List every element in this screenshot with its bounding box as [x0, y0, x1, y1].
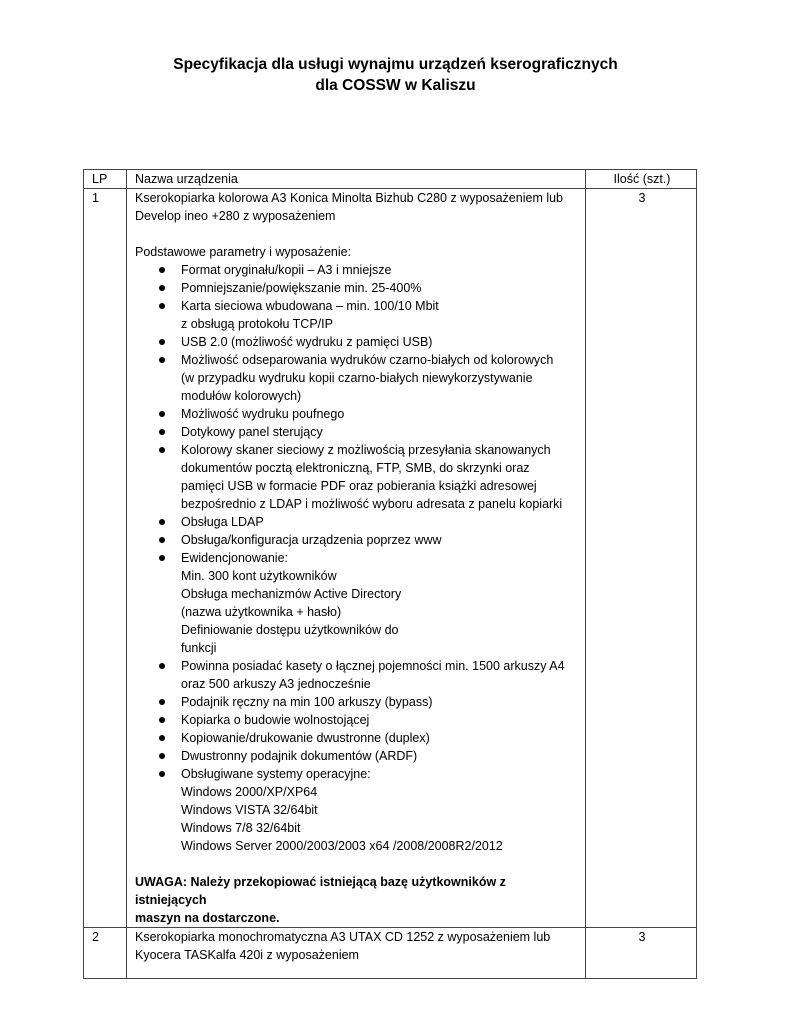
list-item-text: (w przypadku wydruku kopii czarno-białych niewykorzystywanie — [181, 371, 533, 385]
row-description — [127, 189, 586, 928]
list-item — [135, 279, 579, 297]
parameters-list — [135, 261, 579, 855]
list-item-text: Karta sieciowa wbudowana – min. 100/10 Mbit — [181, 299, 439, 313]
list-item-text: bezpośrednio z LDAP i możliwość wyboru adresata z panelu kopiarki — [181, 497, 563, 511]
list-item-text: Windows 7/8 32/64bit — [181, 821, 301, 835]
list-item — [135, 441, 579, 513]
list-item — [135, 711, 579, 729]
device-name-line: Kyocera TASKalfa 420i z wyposażeniem — [135, 948, 359, 962]
bullet-icon — [159, 357, 165, 363]
list-item-text: Kopiarka o budowie wolnostojącej — [181, 713, 370, 727]
bullet-icon — [159, 735, 165, 741]
bullet-icon — [159, 429, 165, 435]
list-item-text: Min. 300 kont użytkowników — [181, 569, 337, 583]
bullet-icon — [159, 447, 165, 453]
list-item-text: Obsługiwane systemy operacyjne: — [181, 767, 371, 781]
list-item-text: Powinna posiadać kasety o łącznej pojemności min. 1500 arkuszy A4 — [181, 659, 565, 673]
list-item — [135, 261, 579, 279]
list-item-text: Dwustronny podajnik dokumentów (ARDF) — [181, 749, 418, 763]
row-description — [127, 928, 586, 979]
list-item — [135, 333, 579, 351]
list-item — [135, 549, 579, 657]
list-item-text: Ewidencjonowanie: — [181, 551, 289, 565]
list-item-text: Kopiowanie/drukowanie dwustronne (duplex) — [181, 731, 430, 745]
list-item-text: Windows Server 2000/2003/2003 x64 /2008/2008R2/2012 — [181, 839, 503, 853]
list-item — [135, 513, 579, 531]
list-item-text: Windows 2000/XP/XP64 — [181, 785, 318, 799]
params-label: Podstawowe parametry i wyposażenie: — [135, 245, 352, 259]
list-item-text: Możliwość wydruku poufnego — [181, 407, 345, 421]
header-lp: LP — [84, 170, 127, 189]
list-item-text: oraz 500 arkuszy A3 jednocześnie — [181, 677, 371, 691]
device-name-line: Kserokopiarka kolorowa A3 Konica Minolta Bizhub C280 z wyposażeniem lub — [135, 191, 564, 205]
list-item-text: (nazwa użytkownika + hasło) — [181, 605, 342, 619]
note-line: maszyn na dostarczone. — [135, 911, 280, 925]
device-name-line: Develop ineo +280 z wyposażeniem — [135, 209, 336, 223]
list-item-text: Pomniejszanie/powiększanie min. 25-400% — [181, 281, 422, 295]
list-item-text: dokumentów pocztą elektroniczną, FTP, SMB, do skrzynki oraz — [181, 461, 530, 475]
document-title — [0, 54, 791, 96]
table-row — [84, 928, 697, 979]
list-item-text: Format oryginału/kopii – A3 i mniejsze — [181, 263, 392, 277]
list-item — [135, 351, 579, 405]
list-item-text: Obsługa/konfiguracja urządzenia poprzez www — [181, 533, 442, 547]
bullet-icon — [159, 519, 165, 525]
list-item-text: Kolorowy skaner sieciowy z możliwością przesyłania skanowanych — [181, 443, 551, 457]
header-name: Nazwa urządzenia — [127, 170, 586, 189]
list-item-text: Obsługa LDAP — [181, 515, 264, 529]
table-row — [84, 189, 697, 928]
list-item — [135, 657, 579, 693]
device-name-line: Kserokopiarka monochromatyczna A3 UTAX CD 1252 z wyposażeniem lub — [135, 930, 551, 944]
note-line: UWAGA: Należy przekopiować istniejącą bazę użytkowników z istniejących — [135, 875, 506, 907]
bullet-icon — [159, 555, 165, 561]
bullet-icon — [159, 411, 165, 417]
list-item-text: modułów kolorowych) — [181, 389, 302, 403]
list-item — [135, 297, 579, 333]
bullet-icon — [159, 303, 165, 309]
list-item-text: Możliwość odseparowania wydruków czarno-białych od kolorowych — [181, 353, 554, 367]
list-item — [135, 729, 579, 747]
bullet-icon — [159, 339, 165, 345]
list-item-text: Dotykowy panel sterujący — [181, 425, 323, 439]
bullet-icon — [159, 285, 165, 291]
list-item-text: Windows VISTA 32/64bit — [181, 803, 318, 817]
bullet-icon — [159, 753, 165, 759]
title-line-1: Specyfikacja dla usługi wynajmu urządzeń kserograficznych — [173, 56, 618, 73]
header-qty: Ilość (szt.) — [586, 170, 697, 189]
row-qty: 3 — [586, 189, 697, 928]
list-item — [135, 531, 579, 549]
list-item-text: pamięci USB w formacie PDF oraz pobierania książki adresowej — [181, 479, 537, 493]
list-item-text: z obsługą protokołu TCP/IP — [181, 317, 333, 331]
list-item-text: Definiowanie dostępu użytkowników do — [181, 623, 399, 637]
list-item — [135, 765, 579, 855]
list-item — [135, 747, 579, 765]
bullet-icon — [159, 699, 165, 705]
bullet-icon — [159, 771, 165, 777]
row-lp: 1 — [84, 189, 127, 928]
specification-table — [83, 169, 697, 979]
title-line-2: dla COSSW w Kaliszu — [315, 77, 476, 94]
bullet-icon — [159, 663, 165, 669]
row-qty: 3 — [586, 928, 697, 979]
row-lp: 2 — [84, 928, 127, 979]
list-item — [135, 423, 579, 441]
bullet-icon — [159, 267, 165, 273]
table-header-row — [84, 170, 697, 189]
list-item-text: Obsługa mechanizmów Active Directory — [181, 587, 402, 601]
bullet-icon — [159, 717, 165, 723]
list-item-text: funkcji — [181, 641, 217, 655]
list-item — [135, 693, 579, 711]
bullet-icon — [159, 537, 165, 543]
list-item-text: USB 2.0 (możliwość wydruku z pamięci USB) — [181, 335, 433, 349]
list-item — [135, 405, 579, 423]
list-item-text: Podajnik ręczny na min 100 arkuszy (bypass) — [181, 695, 433, 709]
